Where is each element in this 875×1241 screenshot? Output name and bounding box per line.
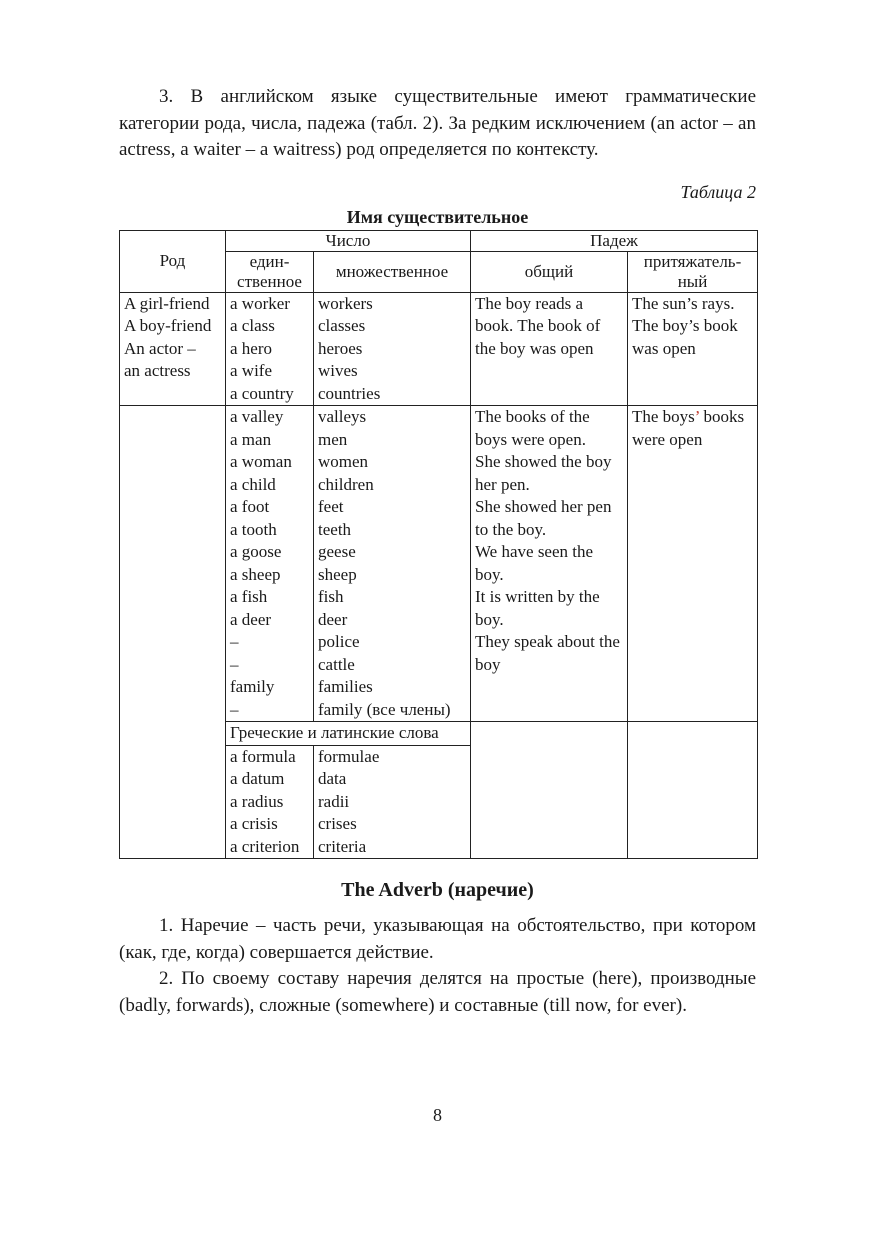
intro-paragraph: 3. В английском языке существительные имеют грамматические категории рода, числа, падежа (табл. 2). За редким исключением (an actor – an actress, a waiter – a waitress) род определяется по контексту. xyxy=(119,86,756,160)
singular-item: a worker xyxy=(230,293,290,313)
singular-item: a class xyxy=(230,316,275,335)
common-example: She showed the boy her pen. xyxy=(475,452,612,494)
adverb-paragraph-2: 2. По своему составу наречия делятся на простые (here), производные (badly, forwards), сложные (somewhere) и составные (till now, for ever). xyxy=(119,968,756,1016)
plural-item: families xyxy=(318,677,373,696)
singular-item: a country xyxy=(230,383,294,403)
singular-item: – xyxy=(230,632,239,651)
singular-item: a wife xyxy=(230,361,273,380)
plural-item: men xyxy=(318,429,348,449)
singular-item: a deer xyxy=(230,609,272,629)
plural-item: police xyxy=(318,632,360,651)
gender-cell xyxy=(120,292,226,406)
header-case: Падеж xyxy=(471,230,758,251)
common-example: We have seen the boy. xyxy=(475,542,594,584)
adverb-paragraph-1: 1. Наречие – часть речи, указывающая на обстоятельство, при котором (как, где, когда) совершается действие. xyxy=(119,915,756,963)
plural-item: countries xyxy=(318,383,381,403)
singular-cell xyxy=(226,745,314,859)
possessive-case-cell: The sun’s rays. The boy’s book was open xyxy=(628,292,758,406)
singular-item: a goose xyxy=(230,542,282,561)
plural-item: family (все члены) xyxy=(318,699,451,719)
plural-item: data xyxy=(318,769,347,788)
plural-item: valleys xyxy=(318,407,367,426)
plural-item: classes xyxy=(318,316,366,335)
singular-item: – xyxy=(230,699,239,719)
plural-item: formulae xyxy=(318,746,380,766)
plural-item: crises xyxy=(318,814,357,833)
plural-item: women xyxy=(318,452,369,471)
plural-item: fish xyxy=(318,587,344,606)
header-singular: един- ственное xyxy=(226,251,314,292)
plural-item: criteria xyxy=(318,836,367,856)
plural-item: wives xyxy=(318,361,358,380)
header-common: общий xyxy=(471,251,628,292)
plural-item: children xyxy=(318,474,374,494)
gender-item: an actress xyxy=(124,361,191,380)
singular-item: a fish xyxy=(230,587,268,606)
singular-item: a man xyxy=(230,429,272,449)
page-number: 8 xyxy=(433,1105,442,1125)
adverb-heading: The Adverb (наречие) xyxy=(341,879,534,901)
table-title: Имя существительное xyxy=(346,206,529,227)
possessive-case-cell-empty xyxy=(628,722,758,859)
singular-item: a valley xyxy=(230,407,284,426)
table-caption: Таблица 2 xyxy=(680,181,756,202)
header-gender: Род xyxy=(120,230,226,292)
plural-item: teeth xyxy=(318,519,352,539)
singular-item: a woman xyxy=(230,452,292,471)
singular-item: a formula xyxy=(230,746,296,766)
singular-item: a datum xyxy=(230,769,285,788)
common-example: The books of the boys were open. xyxy=(475,407,590,449)
common-example: She showed her pen to the boy. xyxy=(475,497,612,539)
table-row xyxy=(120,406,758,722)
gender-item: A boy-friend xyxy=(124,316,212,335)
common-case-cell xyxy=(471,406,628,722)
plural-item: feet xyxy=(318,497,344,516)
singular-item: a radius xyxy=(230,791,284,811)
singular-item: a hero xyxy=(230,338,273,358)
singular-item: a tooth xyxy=(230,519,277,539)
possessive-apostrophe: ’ xyxy=(694,407,700,426)
table-header-row xyxy=(120,230,758,251)
gender-item: A girl-friend xyxy=(124,293,210,313)
gender-item: An actor – xyxy=(124,338,196,358)
singular-item: a child xyxy=(230,474,276,494)
singular-item: a criterion xyxy=(230,836,300,856)
singular-item: a crisis xyxy=(230,814,278,833)
header-number: Число xyxy=(226,230,471,251)
nouns-table xyxy=(119,230,758,860)
table-row xyxy=(120,292,758,406)
common-example: They speak about the boy xyxy=(475,632,620,674)
singular-cell xyxy=(226,292,314,406)
plural-cell xyxy=(314,406,471,722)
page-content xyxy=(119,84,756,1019)
common-example: It is written by the boy. xyxy=(475,587,600,629)
singular-item: – xyxy=(230,654,239,674)
possessive-text: The boys xyxy=(632,407,695,426)
plural-item: workers xyxy=(318,293,373,313)
plural-cell xyxy=(314,745,471,859)
singular-item: a foot xyxy=(230,497,270,516)
plural-cell xyxy=(314,292,471,406)
common-case-cell-empty xyxy=(471,722,628,859)
plural-item: radii xyxy=(318,791,350,811)
common-case-cell: The boy reads a book. The book of the boy was open xyxy=(471,292,628,406)
singular-item: family xyxy=(230,677,275,696)
plural-item: geese xyxy=(318,542,356,561)
plural-item: heroes xyxy=(318,338,363,358)
possessive-text: books were open xyxy=(632,407,745,449)
plural-item: deer xyxy=(318,609,348,629)
plural-item: cattle xyxy=(318,654,355,674)
header-plural: множественное xyxy=(314,251,471,292)
singular-cell xyxy=(226,406,314,722)
singular-item: a sheep xyxy=(230,564,281,584)
gender-cell-empty xyxy=(120,406,226,859)
plural-item: sheep xyxy=(318,564,357,584)
header-possessive: притяжатель- ный xyxy=(628,251,758,292)
greek-latin-header: Греческие и латинские слова xyxy=(226,722,471,746)
possessive-case-cell xyxy=(628,406,758,722)
